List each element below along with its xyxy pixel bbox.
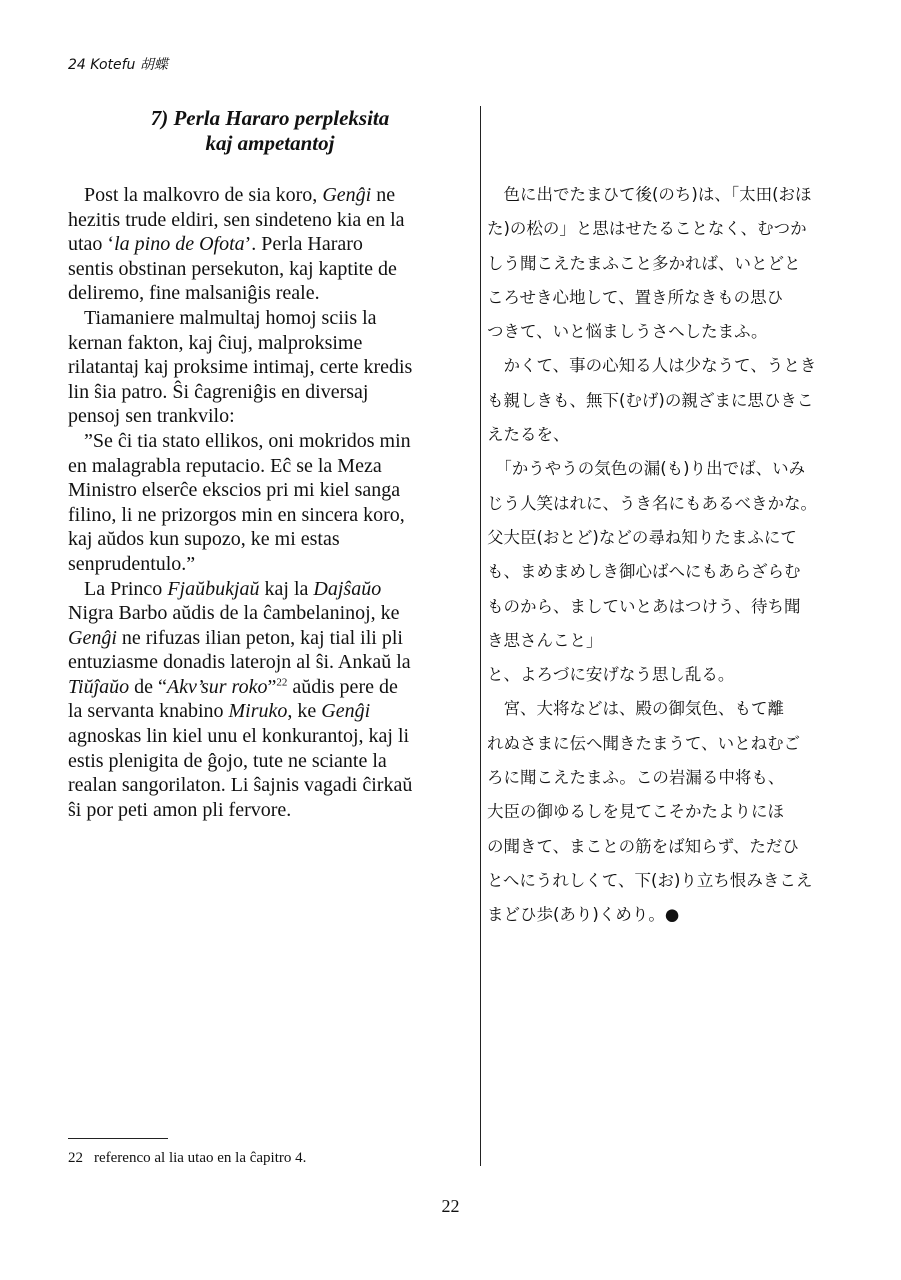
text-run: ne rifuzas ilian peton, kaj tial ili pli: [116, 626, 403, 649]
italic-term: Genĝi: [321, 700, 371, 723]
text-run: rilatantaj kaj proksime intimaj, certe kredis: [68, 356, 413, 379]
text-line: [68, 527, 472, 552]
text-line: [68, 577, 472, 602]
text-line: [68, 552, 472, 577]
text-run: kaj aŭdos kun supozo, ke mi estas: [68, 528, 340, 551]
text-line: [68, 601, 472, 626]
text-run: lin ŝia patro. Ŝi ĉagreniĝis en diversaj: [68, 380, 369, 403]
paragraph: [487, 178, 867, 349]
italic-term: la pino de Ofota: [114, 233, 245, 256]
text-line: [68, 331, 472, 356]
text-line: [68, 503, 472, 528]
text-line: ろに聞こえたまふ。この岩漏る中将も、: [487, 768, 785, 788]
paragraph: [68, 183, 472, 306]
text-run: ”: [267, 675, 277, 698]
italic-term: Dajŝaŭo: [313, 577, 382, 600]
text-line: [68, 478, 472, 503]
text-run: sentis obstinan persekuton, kaj kaptite de: [68, 257, 397, 280]
text-run: kaj la: [259, 577, 314, 600]
text-line: [68, 429, 472, 454]
text-line: ころせき心地して、置き所なきもの思ひ: [487, 287, 784, 307]
text-run: de “: [129, 675, 167, 698]
italic-term: Fjaŭbukjaŭ: [167, 577, 260, 600]
text-line: [68, 232, 472, 257]
text-line: [68, 699, 472, 724]
text-line: 宮、大将などは、殿の御気色、もて離: [487, 699, 784, 719]
text-line: 父大臣(おとど)などの尋ね知りたまふにて: [487, 527, 797, 547]
text-line: [68, 380, 472, 405]
text-run: deliremo, fine malsaniĝis reale.: [68, 282, 320, 305]
text-run: Tiamaniere malmultaj homoj sciis la: [84, 306, 377, 329]
text-run: filino, li ne prizorgos min en sincera koro,: [68, 503, 405, 526]
footnote-rule: [68, 1138, 168, 1139]
paragraph: [68, 429, 472, 577]
text-line: た)の松の」と思はせたることなく、むつか: [487, 219, 807, 239]
text-line: [68, 749, 472, 774]
running-head: 24 Kotefu 胡蝶: [68, 57, 168, 73]
text-line: き思さんこと」: [487, 630, 603, 650]
footnote-number: 22: [68, 1150, 83, 1166]
text-line: の聞きて、まことの筋をば知らず、ただひ: [487, 836, 799, 856]
text-line: [68, 281, 472, 306]
text-run: aŭdis pere de: [287, 675, 398, 698]
text-line: [68, 404, 472, 429]
text-line: [68, 183, 472, 208]
text-run: hezitis trude eldiri, sen sindeteno kia en la: [68, 208, 405, 231]
paragraph: [487, 349, 867, 452]
text-run: agnoskas lin kiel unu el konkurantoj, kaj li: [68, 725, 410, 748]
italic-term: Genĝi: [322, 184, 372, 206]
italic-term: Akv’sur roko: [166, 675, 268, 698]
text-line: [68, 454, 472, 479]
text-run: ’. Perla Hararo: [244, 233, 363, 256]
text-run: utao ‘: [68, 233, 115, 256]
text-run: La Princo: [84, 577, 168, 600]
esperanto-column: [68, 183, 472, 822]
text-line: と、よろづに安げなう思し乱る。: [487, 665, 735, 685]
text-line: ものから、ましていとあはつけう、待ち聞: [487, 596, 801, 616]
text-run: la servanta knabino: [68, 700, 229, 723]
text-line: 大臣の御ゆるしを見てこそかたよりにほ: [487, 802, 784, 822]
text-run: Post la malkovro de sia koro,: [84, 184, 323, 206]
paragraph: [487, 452, 867, 658]
text-run: kernan fakton, kaj ĉiuj, malproksime: [68, 331, 363, 354]
text-line: [68, 724, 472, 749]
italic-term: Genĝi: [68, 626, 117, 649]
text-line: [68, 355, 472, 380]
text-run: en malagrabla reputacio. Eĉ se la Meza: [68, 454, 382, 477]
text-line: [68, 257, 472, 282]
text-line: [68, 306, 472, 331]
text-run: estis plenigita de ĝojo, tute ne sciante la: [68, 749, 387, 772]
text-line: [68, 626, 472, 651]
text-line: [68, 773, 472, 798]
text-line: とへにうれしくて、下(お)り立ち恨みきこえ: [487, 870, 813, 890]
text-run: , ke: [287, 700, 322, 723]
text-run: ne: [371, 184, 396, 206]
paragraph: [68, 577, 472, 823]
text-run: senprudentulo.”: [68, 552, 196, 575]
text-line: も、まめまめしき御心ばへにもあらざらむ: [487, 562, 801, 582]
column-divider: [480, 106, 481, 1166]
paragraph: [68, 306, 472, 429]
japanese-column: [487, 178, 867, 933]
text-run: ŝi por peti amon pli fervore.: [68, 798, 292, 821]
text-line: つきて、いと悩ましうさへしたまふ。: [487, 322, 768, 342]
text-line: れぬさまに伝へ聞きたまうて、いとねむご: [487, 733, 801, 753]
italic-term: Miruko: [228, 700, 288, 723]
text-line: えたるを、: [487, 425, 570, 445]
text-run: realan sangorilaton. Li ŝajnis vagadi ĉirkaŭ: [68, 774, 413, 797]
page-number: 22: [441, 1196, 460, 1216]
footnote-text: referenco al lia utao en la ĉapitro 4.: [94, 1150, 307, 1166]
paragraph: [487, 658, 867, 692]
text-run: pensoj sen trankvilo:: [68, 405, 235, 428]
text-line: [68, 798, 472, 823]
section-title-line: kaj ampetantoj: [205, 131, 335, 155]
text-line: しう聞こえたまふこと多かれば、いとどと: [487, 253, 801, 273]
text-run: Ministro elserĉe ekscios pri mi kiel sanga: [68, 479, 401, 502]
text-line: [68, 650, 472, 675]
section-title-line: 7) Perla Hararo perpleksita: [150, 106, 390, 130]
text-line: 「かうやうの気色の漏(も)り出でば、いみ: [487, 459, 806, 479]
paragraph: [487, 692, 867, 932]
footnote: [68, 1150, 306, 1167]
text-line: じう人笑はれに、うき名にもあるべきかな。: [487, 493, 817, 513]
text-run: ”Se ĉi tia stato ellikos, oni mokridos min: [84, 429, 411, 452]
footnote-ref: 22: [276, 676, 288, 689]
section-title: [68, 106, 472, 156]
text-run: Nigra Barbo aŭdis de la ĉambelaninoj, ke: [68, 602, 400, 625]
text-line: 色に出でたまひて後(のち)は、「太田(おほ: [487, 185, 812, 204]
text-line: かくて、事の心知る人は少なうて、うとき: [487, 356, 817, 376]
italic-term: Tiŭĵaŭo: [68, 675, 130, 698]
text-line: も親しきも、無下(むげ)の親ざまに思ひきこ: [487, 390, 814, 410]
text-run: entuziasme donadis laterojn al ŝi. Ankaŭ la: [68, 651, 411, 674]
text-line: [68, 208, 472, 233]
text-line: [68, 675, 472, 700]
text-line: まどひ歩(あり)くめり。●: [487, 905, 680, 925]
